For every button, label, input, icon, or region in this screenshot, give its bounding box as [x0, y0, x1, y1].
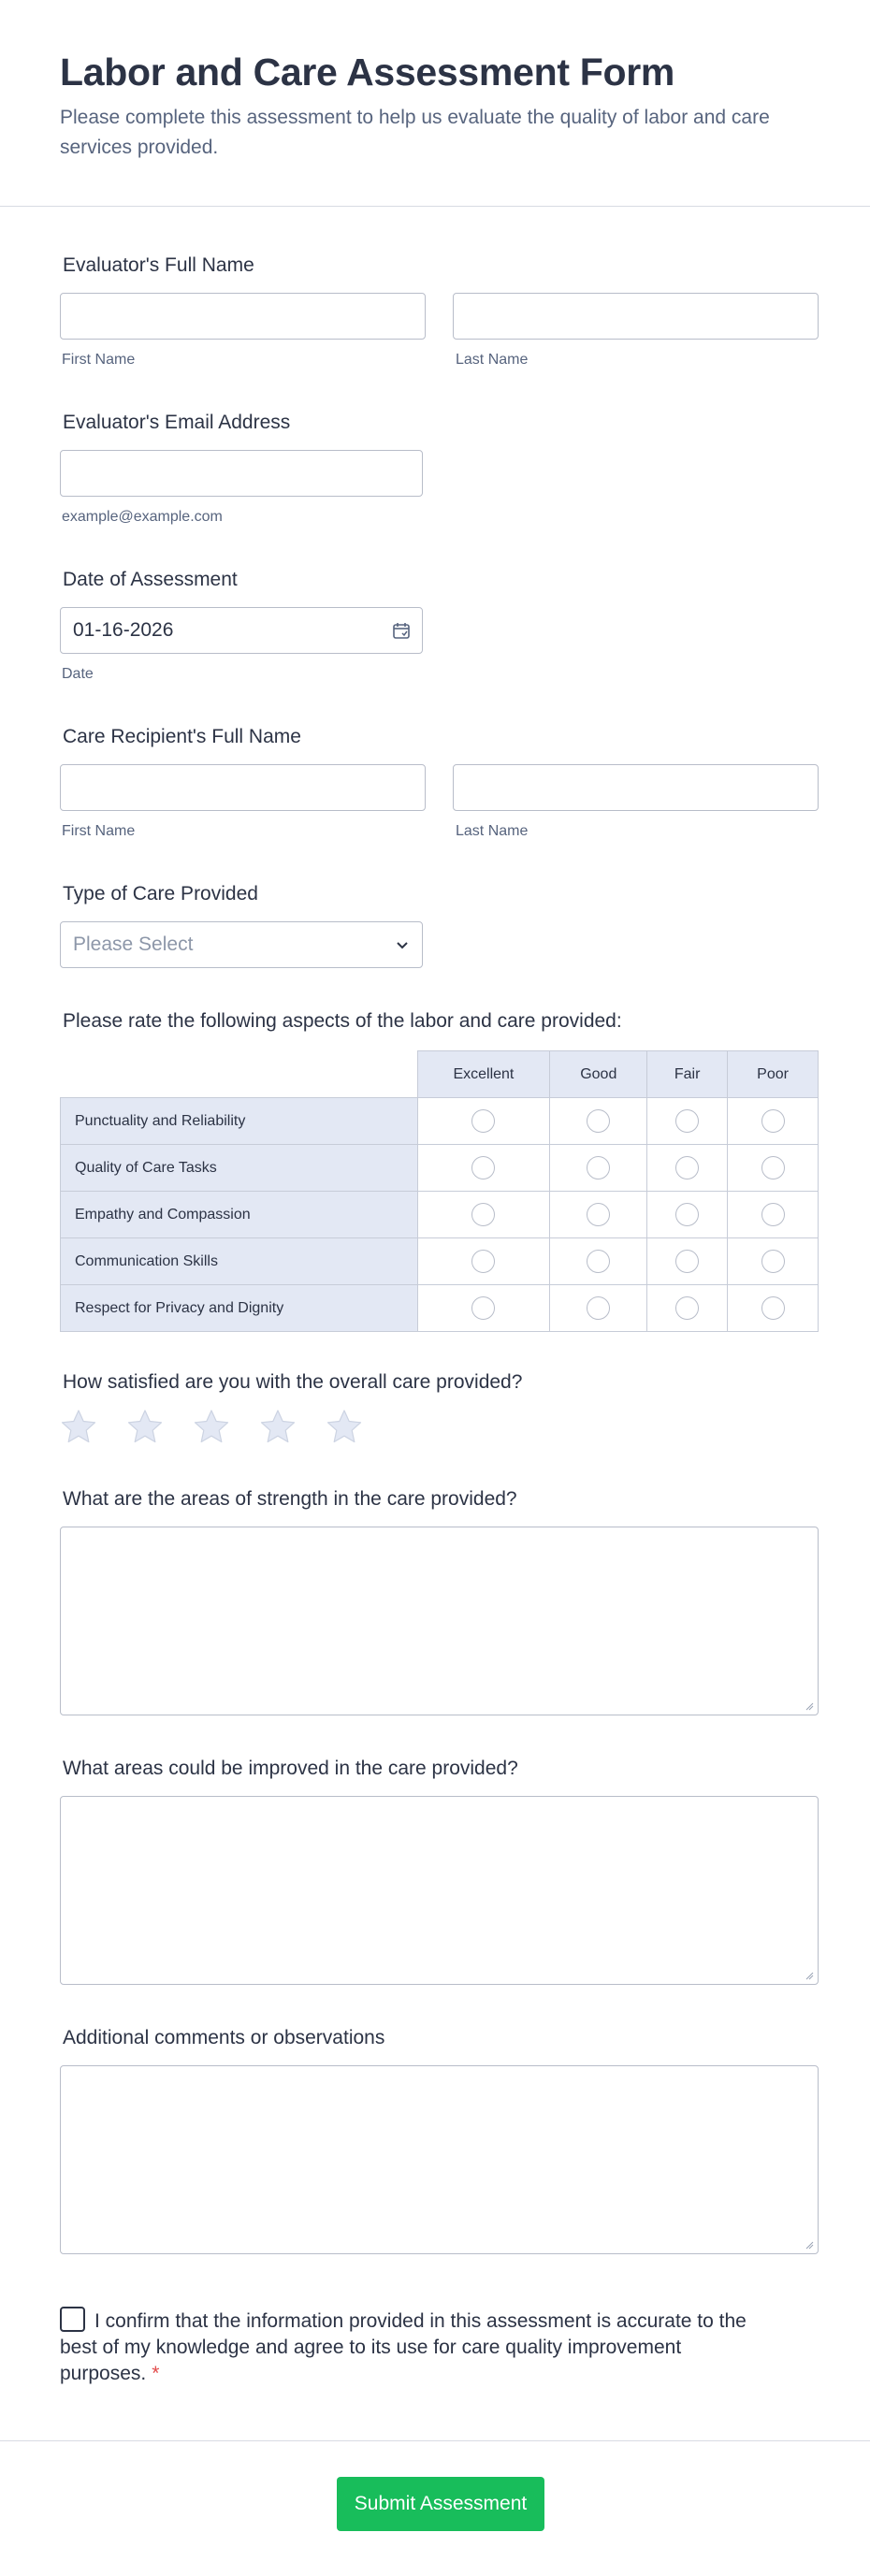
improvements-textarea[interactable] [60, 1796, 819, 1985]
radio-poor[interactable] [761, 1250, 785, 1273]
evaluator-last-name-input[interactable] [453, 293, 819, 340]
recipient-last-name-sublabel: Last Name [456, 823, 529, 839]
radio-excellent[interactable] [471, 1296, 495, 1320]
recipient-name-label: Care Recipient's Full Name [63, 726, 301, 747]
chevron-down-icon [394, 936, 411, 953]
star-icon[interactable] [60, 1408, 97, 1445]
matrix-column-fair: Fair [647, 1051, 728, 1098]
confirmation-field [60, 2307, 771, 2387]
submit-button[interactable]: Submit Assessment [337, 2477, 544, 2531]
radio-excellent[interactable] [471, 1250, 495, 1273]
resize-grip-icon[interactable] [805, 1971, 814, 1980]
radio-fair[interactable] [675, 1203, 699, 1226]
strengths-textarea[interactable] [60, 1527, 819, 1715]
resize-grip-icon[interactable] [805, 1701, 814, 1711]
evaluator-first-name-sublabel: First Name [62, 352, 136, 368]
matrix-row [61, 1285, 819, 1332]
recipient-last-name-input[interactable] [453, 764, 819, 811]
strengths-label: What are the areas of strength in the care provided? [63, 1488, 517, 1510]
matrix-row [61, 1145, 819, 1192]
comments-label: Additional comments or observations [63, 2027, 385, 2048]
assessment-date-value: 01-16-2026 [73, 619, 174, 641]
matrix-row-label: Respect for Privacy and Dignity [61, 1285, 418, 1332]
resize-grip-icon[interactable] [805, 2240, 814, 2250]
radio-fair[interactable] [675, 1109, 699, 1133]
star-icon[interactable] [326, 1408, 363, 1445]
evaluator-last-name-sublabel: Last Name [456, 352, 529, 368]
evaluator-email-input[interactable] [60, 450, 423, 497]
matrix-row [61, 1192, 819, 1238]
radio-good[interactable] [587, 1203, 610, 1226]
satisfaction-label: How satisfied are you with the overall care provided? [63, 1371, 523, 1393]
radio-good[interactable] [587, 1109, 610, 1133]
matrix-corner [61, 1051, 418, 1098]
required-asterisk: * [152, 2363, 160, 2384]
care-type-select[interactable] [60, 921, 423, 968]
improvements-label: What areas could be improved in the care provided? [63, 1758, 518, 1779]
radio-excellent[interactable] [471, 1203, 495, 1226]
radio-poor[interactable] [761, 1296, 785, 1320]
radio-poor[interactable] [761, 1156, 785, 1179]
matrix-row-label: Quality of Care Tasks [61, 1145, 418, 1192]
radio-excellent[interactable] [471, 1109, 495, 1133]
radio-good[interactable] [587, 1250, 610, 1273]
care-type-label: Type of Care Provided [63, 883, 258, 904]
rating-matrix [60, 1050, 819, 1332]
star-icon[interactable] [126, 1408, 164, 1445]
calendar-icon[interactable] [392, 621, 411, 640]
matrix-column-good: Good [550, 1051, 647, 1098]
assessment-date-label: Date of Assessment [63, 569, 238, 590]
email-sublabel: example@example.com [62, 509, 223, 525]
form-subtitle: Please complete this assessment to help us evaluate the quality of labor and care services provided. [60, 107, 770, 158]
form-title: Labor and Care Assessment Form [60, 51, 675, 94]
radio-poor[interactable] [761, 1109, 785, 1133]
evaluator-email-label: Evaluator's Email Address [63, 412, 291, 433]
radio-excellent[interactable] [471, 1156, 495, 1179]
matrix-header-row [61, 1051, 819, 1098]
radio-good[interactable] [587, 1156, 610, 1179]
matrix-column-poor: Poor [728, 1051, 819, 1098]
matrix-row [61, 1238, 819, 1285]
radio-good[interactable] [587, 1296, 610, 1320]
radio-fair[interactable] [675, 1250, 699, 1273]
star-icon[interactable] [259, 1408, 297, 1445]
confirmation-checkbox[interactable] [60, 2307, 85, 2332]
matrix-column-excellent: Excellent [417, 1051, 550, 1098]
comments-textarea[interactable] [60, 2065, 819, 2254]
radio-fair[interactable] [675, 1296, 699, 1320]
evaluator-first-name-input[interactable] [60, 293, 426, 340]
matrix-row-label: Empathy and Compassion [61, 1192, 418, 1238]
star-icon[interactable] [193, 1408, 230, 1445]
evaluator-name-label: Evaluator's Full Name [63, 254, 254, 276]
star-rating [60, 1408, 363, 1445]
assessment-date-input[interactable] [60, 607, 423, 654]
form-header [0, 0, 870, 207]
matrix-row [61, 1098, 819, 1145]
confirmation-text: I confirm that the information provided in this assessment is accurate to the best of my knowledge and agree to its use for care quality improvement purposes. [60, 2310, 747, 2384]
radio-fair[interactable] [675, 1156, 699, 1179]
footer-divider [0, 2440, 870, 2441]
care-type-placeholder: Please Select [73, 933, 194, 955]
radio-poor[interactable] [761, 1203, 785, 1226]
matrix-row-label: Punctuality and Reliability [61, 1098, 418, 1145]
recipient-first-name-sublabel: First Name [62, 823, 136, 839]
matrix-row-label: Communication Skills [61, 1238, 418, 1285]
date-sublabel: Date [62, 666, 94, 682]
rating-matrix-label: Please rate the following aspects of the labor and care provided: [63, 1010, 622, 1032]
recipient-first-name-input[interactable] [60, 764, 426, 811]
